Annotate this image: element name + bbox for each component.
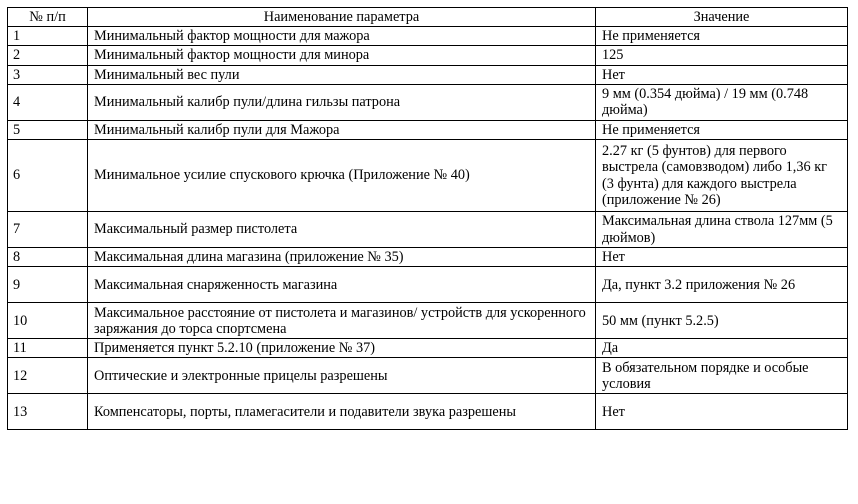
row-number: 3 [8, 65, 88, 84]
row-number: 12 [8, 358, 88, 394]
parameters-table [7, 7, 848, 430]
row-value: Да, пункт 3.2 приложения № 26 [596, 267, 848, 303]
row-parameter: Применяется пункт 5.2.10 (приложение № 37) [88, 339, 596, 358]
row-number: 11 [8, 339, 88, 358]
row-number: 13 [8, 394, 88, 430]
row-number: 5 [8, 120, 88, 139]
header-parameter: Наименование параметра [88, 8, 596, 27]
table-row [8, 84, 848, 120]
row-value: Нет [596, 65, 848, 84]
row-parameter: Минимальный фактор мощности для мажора [88, 27, 596, 46]
row-number: 10 [8, 303, 88, 339]
row-value: 125 [596, 46, 848, 65]
row-value: Максимальная длина ствола 127мм (5 дюймов) [596, 212, 848, 248]
table-row [8, 65, 848, 84]
row-parameter: Минимальный калибр пули/длина гильзы патрона [88, 84, 596, 120]
row-value: Да [596, 339, 848, 358]
table-row [8, 46, 848, 65]
table-row [8, 394, 848, 430]
row-number: 4 [8, 84, 88, 120]
row-value: Не применяется [596, 27, 848, 46]
row-parameter: Максимальная длина магазина (приложение № 35) [88, 248, 596, 267]
header-number: № п/п [8, 8, 88, 27]
table-row [8, 120, 848, 139]
table-row [8, 303, 848, 339]
row-value: 50 мм (пункт 5.2.5) [596, 303, 848, 339]
table-row [8, 248, 848, 267]
row-parameter: Минимальный калибр пули для Мажора [88, 120, 596, 139]
row-parameter: Компенсаторы, порты, пламегасители и подавители звука разрешены [88, 394, 596, 430]
header-value: Значение [596, 8, 848, 27]
row-parameter: Минимальное усилие спускового крючка (Приложение № 40) [88, 140, 596, 212]
row-value: Нет [596, 248, 848, 267]
row-value: 9 мм (0.354 дюйма) / 19 мм (0.748 дюйма) [596, 84, 848, 120]
table-row [8, 212, 848, 248]
document-page [7, 7, 847, 430]
row-number: 9 [8, 267, 88, 303]
table-row [8, 27, 848, 46]
row-number: 2 [8, 46, 88, 65]
row-parameter: Максимальная снаряженность магазина [88, 267, 596, 303]
table-row [8, 267, 848, 303]
row-parameter: Максимальный размер пистолета [88, 212, 596, 248]
row-parameter: Минимальный фактор мощности для минора [88, 46, 596, 65]
row-parameter: Оптические и электронные прицелы разрешены [88, 358, 596, 394]
row-number: 6 [8, 140, 88, 212]
table-row [8, 339, 848, 358]
row-parameter: Минимальный вес пули [88, 65, 596, 84]
row-number: 1 [8, 27, 88, 46]
row-value: 2.27 кг (5 фунтов) для первого выстрела (самовзводом) либо 1,36 кг (3 фунта) для каждого выстрела (приложение № 26) [596, 140, 848, 212]
row-value: В обязательном порядке и особые условия [596, 358, 848, 394]
row-parameter: Максимальное расстояние от пистолета и магазинов/ устройств для ускоренного заряжания до торса спортсмена [88, 303, 596, 339]
row-value: Нет [596, 394, 848, 430]
table-row [8, 140, 848, 212]
row-value: Не применяется [596, 120, 848, 139]
table-header-row [8, 8, 848, 27]
table-row [8, 358, 848, 394]
row-number: 7 [8, 212, 88, 248]
row-number: 8 [8, 248, 88, 267]
